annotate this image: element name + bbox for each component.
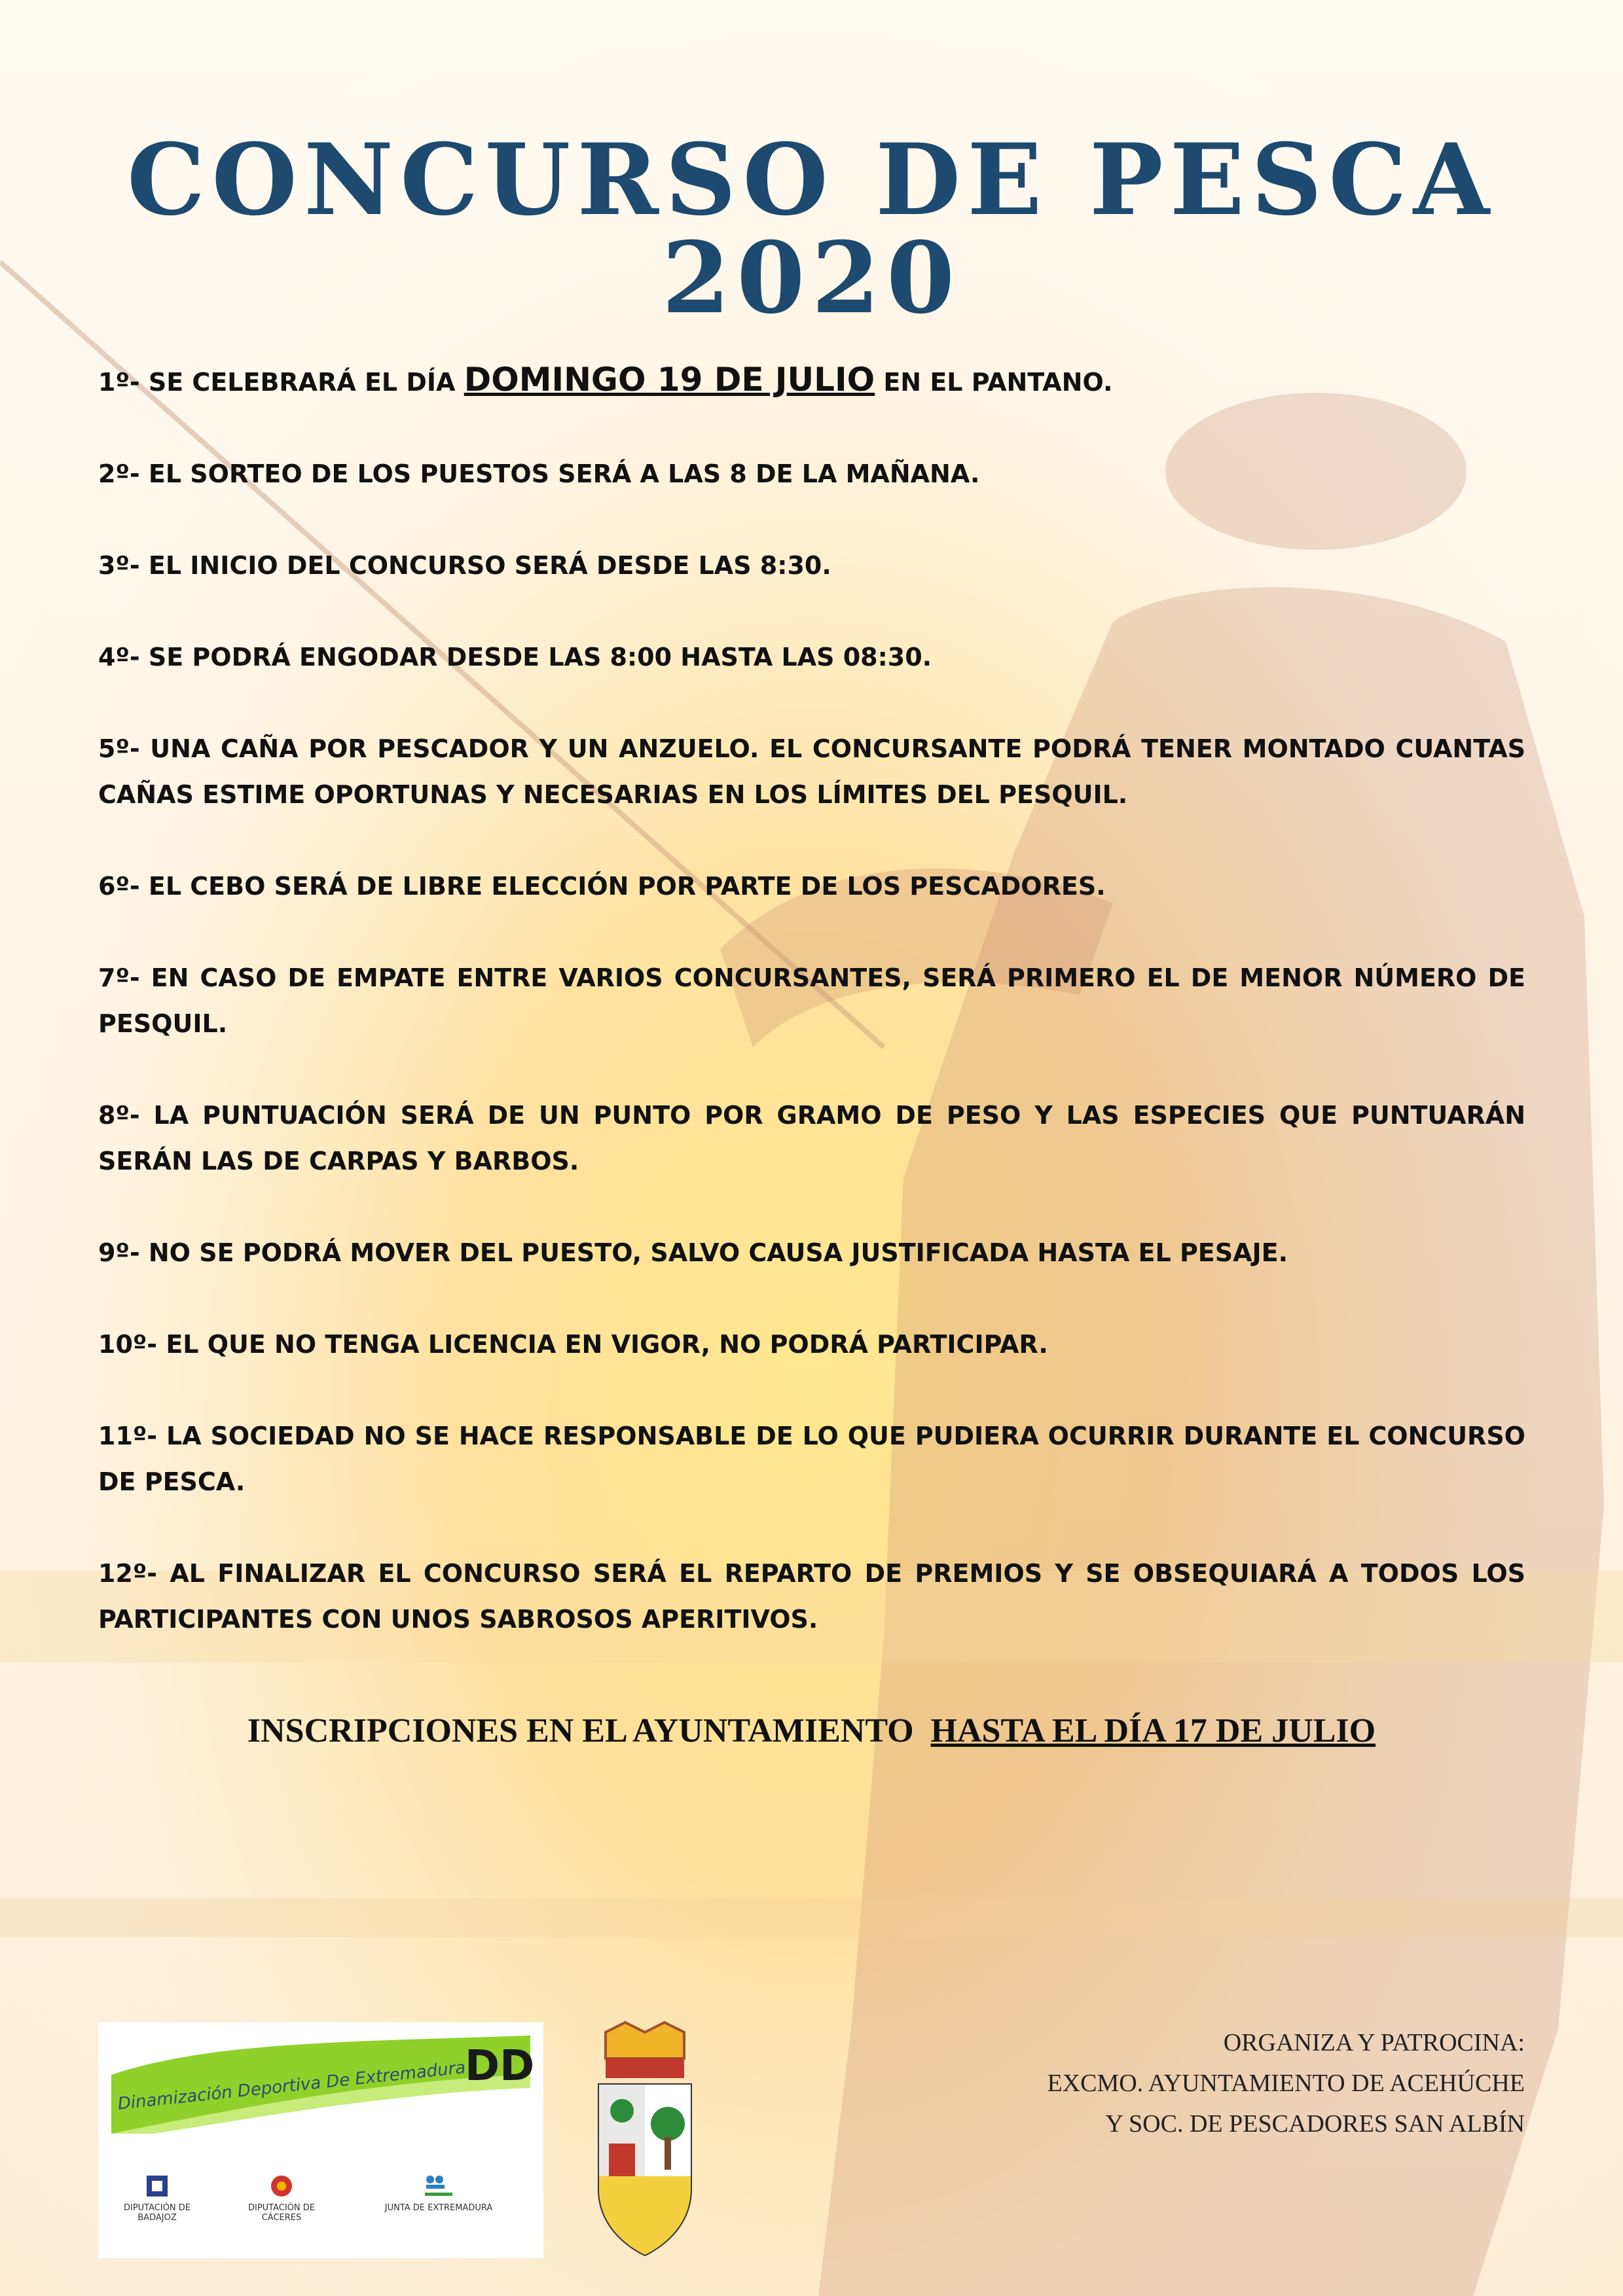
rule-item: 9º- NO SE PODRÁ MOVER DEL PUESTO, SALVO CAUSA JUSTIFICADA HASTA EL PESAJE. xyxy=(98,1238,1288,1267)
caceres-icon xyxy=(268,2173,295,2199)
junta-icon xyxy=(422,2173,455,2199)
caceres-label: DIPUTACIÓN DE CÁCERES xyxy=(247,2203,316,2223)
badajoz-label: DIPUTACIÓN DE BADAJOZ xyxy=(123,2203,191,2223)
poster-title: CONCURSO DE PESCA 2020 xyxy=(126,122,1497,336)
rule-item xyxy=(98,357,1525,405)
rule-item: 10º- EL QUE NO TENGA LICENCIA EN VIGOR, NO PODRÁ PARTICIPAR. xyxy=(98,1330,1048,1359)
organizer-block xyxy=(1047,2022,1525,2144)
rule-item: 6º- EL CEBO SERÁ DE LIBRE ELECCIÓN POR PARTE DE LOS PESCADORES. xyxy=(98,872,1106,901)
organizer-line: ORGANIZA Y PATROCINA: xyxy=(1223,2029,1525,2056)
registration-deadline: HASTA EL DÍA 17 DE JULIO xyxy=(930,1712,1376,1749)
sponsor-logos xyxy=(98,2022,543,2258)
organizer-line: Y SOC. DE PESCADORES SAN ALBÍN xyxy=(1105,2110,1525,2138)
dde-text: Dinamización Deportiva De Extremadura xyxy=(117,2058,467,2114)
rule-item: 12º- AL FINALIZAR EL CONCURSO SERÁ EL REPARTO DE PREMIOS Y SE OBSEQUIARÁ A TODOS LOS PARTICIPANTES CON UNOS SABROSOS APERITIVOS. xyxy=(98,1559,1525,1634)
rule-item: 7º- EN CASO DE EMPATE ENTRE VARIOS CONCURSANTES, SERÁ PRIMERO EL DE MENOR NÚMERO DE PESQUIL. xyxy=(98,963,1525,1038)
rule-text: 1º- SE CELEBRARÁ EL DÍA xyxy=(98,368,464,397)
rule-item: 8º- LA PUNTUACIÓN SERÁ DE UN PUNTO POR GRAMO DE PESO Y LAS ESPECIES QUE PUNTUARÁN SERÁN LAS DE CARPAS Y BARBOS. xyxy=(98,1101,1525,1175)
rule-item: 2º- EL SORTEO DE LOS PUESTOS SERÁ A LAS 8 DE LA MAÑANA. xyxy=(98,459,980,488)
junta-logo xyxy=(367,2173,511,2213)
registration-lead: INSCRIPCIONES EN EL AYUNTAMIENTO xyxy=(247,1712,914,1749)
dd-mark: DD xyxy=(465,2042,535,2090)
registration-notice xyxy=(0,1712,1623,1750)
organizer-line: EXCMO. AYUNTAMIENTO DE ACEHÚCHE xyxy=(1047,2070,1525,2097)
rule-date-emphasis: DOMINGO 19 DE JULIO xyxy=(464,361,875,399)
badajoz-logo xyxy=(118,2173,196,2223)
rules-list xyxy=(98,357,1525,1642)
badajoz-icon xyxy=(144,2173,170,2199)
caceres-logo xyxy=(232,2173,331,2223)
rule-item: 3º- EL INICIO DEL CONCURSO SERÁ DESDE LAS 8:30. xyxy=(98,551,831,580)
junta-label: JUNTA DE EXTREMADURA xyxy=(384,2203,493,2213)
municipal-crest-icon xyxy=(586,2019,704,2268)
rule-item: 4º- SE PODRÁ ENGODAR DESDE LAS 8:00 HASTA LAS 08:30. xyxy=(98,643,932,672)
rule-item: 11º- LA SOCIEDAD NO SE HACE RESPONSABLE DE LO QUE PUDIERA OCURRIR DURANTE EL CONCURSO DE PESCA. xyxy=(98,1422,1525,1496)
rule-item: 5º- UNA CAÑA POR PESCADOR Y UN ANZUELO. EL CONCURSANTE PODRÁ TENER MONTADO CUANTAS CAÑAS ESTIME OPORTUNAS Y NECESARIAS EN LOS LÍMITES DEL PESQUIL. xyxy=(98,734,1525,809)
rule-text: EN EL PANTANO. xyxy=(875,368,1113,397)
